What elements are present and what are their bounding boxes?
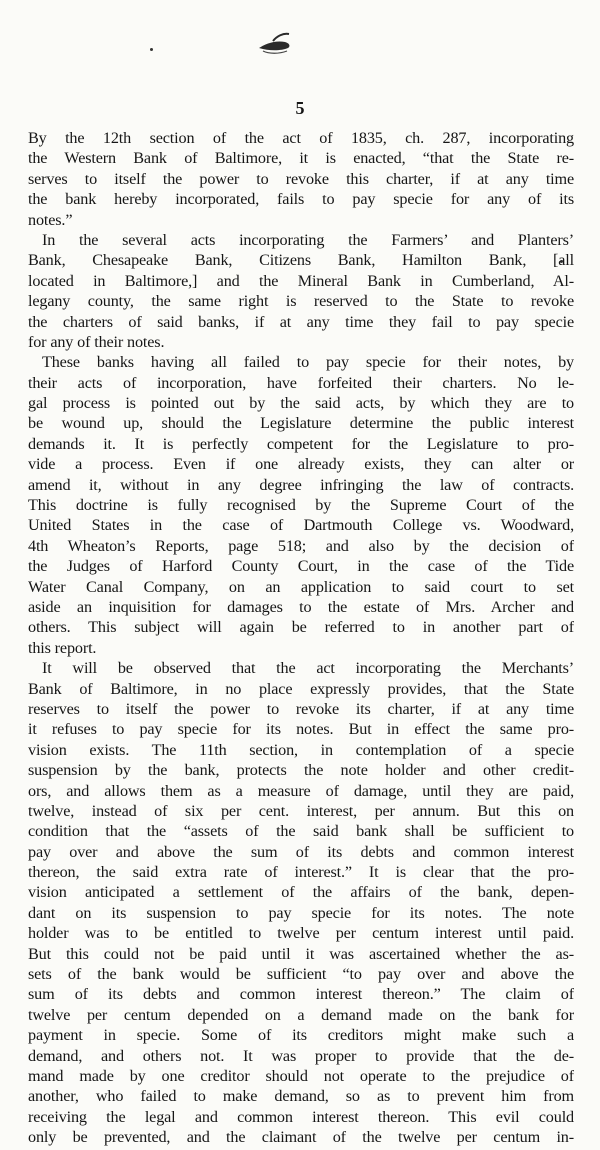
text-line: only be prevented, and the claimant of the twelve per centum in- [28, 1128, 574, 1147]
text-line: twelve per centum depended on a demand made on the bank for [28, 1005, 574, 1024]
text-line: the bank hereby incorporated, fails to pay specie for any of its [28, 190, 574, 209]
text-line: holder was to be entitled to twelve per centum interest until paid. [28, 924, 574, 943]
text-line: notes.” [28, 210, 73, 229]
text-line: receiving the legal and common interest thereon. This evil could [28, 1107, 574, 1126]
text-line: United States in the case of Dartmouth College vs. Woodward, [28, 516, 574, 535]
text-line: for any of their notes. [28, 332, 165, 351]
text-line: amend it, without in any degree infringing the law of contracts. [28, 475, 574, 494]
text-line: vision exists. The 11th section, in contemplation of a specie [28, 740, 574, 759]
text-line: By the 12th section of the act of 1835, ch. 287, incorporating [28, 129, 574, 147]
text-line: thereon, the said extra rate of interest.” It is clear that the pro- [28, 863, 574, 882]
text-line: condition that the “assets of the said bank shall be sufficient to [28, 822, 574, 841]
text-line: dant on its suspension to pay specie for its notes. The note [28, 903, 574, 922]
ink-mark [255, 30, 295, 56]
text-line: others. This subject will again be referred to in another part of [28, 618, 574, 637]
text-line: gal process is pointed out by the said acts, by which they are to [28, 394, 574, 413]
text-line: another, who failed to make demand, so as to prevent him from [28, 1087, 574, 1106]
text-line: demands it. It is perfectly competent for the Legislature to pro- [28, 434, 574, 453]
text-line: Water Canal Company, on an application to said court to set [28, 577, 574, 596]
text-line: But this could not be paid until it was ascertained whether the as- [28, 944, 574, 963]
text-line: vision anticipated a settlement of the affairs of the bank, depen- [28, 883, 574, 902]
text-line: the Western Bank of Baltimore, it is enacted, “that the State re- [28, 149, 574, 168]
text-line: This doctrine is fully recognised by the Supreme Court of the [28, 496, 574, 515]
text-line: located in Baltimore,] and the Mineral Bank in Cumberland, Al- [28, 271, 574, 290]
text-line: Bank of Baltimore, in no place expressly provides, that the State [28, 679, 574, 698]
text-line: pay over and above the sum of its debts and common interest [28, 842, 574, 861]
text-line: legany county, the same right is reserved to the State to revoke [28, 292, 574, 311]
text-line: payment in specie. Some of its creditors might make such a [28, 1026, 574, 1045]
text-line: twelve, instead of six per cent. interest, per annum. But this on [28, 801, 574, 820]
text-line: ors, and allows them as a measure of damage, until they are paid, [28, 781, 574, 800]
text-line: the charters of said banks, if at any time they fail to pay specie [28, 312, 574, 331]
text-line: demand, and others not. It was proper to provide that the de- [28, 1046, 574, 1065]
page-text [28, 128, 574, 1148]
text-line: serves to itself the power to revoke this charter, if at any time [28, 169, 574, 188]
text-line: In the several acts incorporating the Farmers’ and Planters’ [42, 230, 574, 249]
speck [150, 48, 153, 51]
text-line: Bank, Chesapeake Bank, Citizens Bank, Hamilton Bank, [all [28, 251, 574, 270]
text-line: the Judges of Harford County Court, in the case of the Tide [28, 557, 574, 576]
text-line: These banks having all failed to pay specie for their notes, by [42, 353, 574, 372]
text-line: reserves to itself the power to revoke its charter, if at any time [28, 699, 574, 718]
text-line: It will be observed that the act incorporating the Merchants’ [42, 659, 574, 678]
text-line: their acts of incorporation, have forfeited their charters. No le- [28, 373, 574, 392]
text-line: it refuses to pay specie for its notes. But in effect the same pro- [28, 720, 574, 739]
text-line: suspension by the bank, protects the note holder and other credit- [28, 761, 574, 780]
text-line: aside an inquisition for damages to the estate of Mrs. Archer and [28, 597, 574, 616]
page-number: 5 [295, 98, 305, 118]
text-line: be wound up, should the Legislature determine the public interest [28, 414, 574, 433]
text-line: mand made by one creditor should not operate to the prejudice of [28, 1066, 574, 1085]
ink-blot-icon [255, 30, 295, 56]
text-line: vide a process. Even if one already exists, they can alter or [28, 455, 574, 474]
text-line: 4th Wheaton’s Reports, page 518; and also by the decision of [28, 536, 574, 555]
text-line: sum of its debts and common interest thereon.” The claim of [28, 985, 574, 1004]
text-line: this report. [28, 638, 97, 657]
text-line: sets of the bank would be sufficient “to pay over and above the [28, 965, 574, 984]
